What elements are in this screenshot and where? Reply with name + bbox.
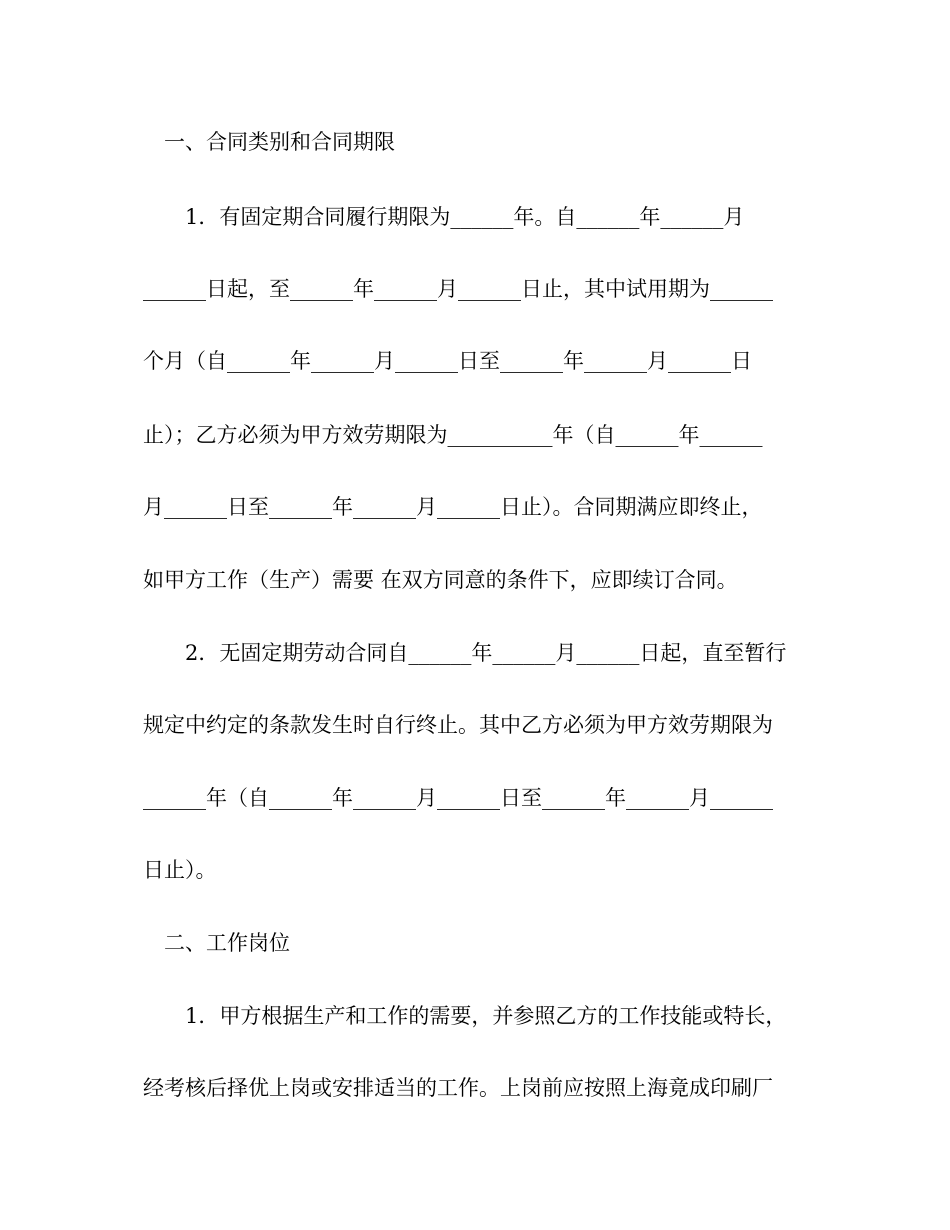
paragraph-line: 日止）。 (143, 858, 217, 882)
paragraph-line: 如甲方工作（生产）需要 在双方同意的条件下，应即续订合同。 (143, 568, 738, 592)
paragraph-line: 1．甲方根据生产和工作的需要，并参照乙方的工作技能或特长， (185, 1004, 787, 1028)
paragraph-line: 2．无固定期劳动合同自______年______月______日起，直至暂行 (185, 641, 787, 665)
paragraph-line: ______年（自______年______月______日至______年______月______ (143, 786, 773, 810)
paragraph-line: 规定中约定的条款发生时自行终止。其中乙方必须为甲方效劳期限为 (143, 713, 773, 737)
paragraph-line: ______日起，至______年______月______日止，其中试用期为______ (143, 277, 773, 301)
paragraph-line: 月______日至______年______月______日止）。合同期满应即终止， (143, 495, 763, 519)
paragraph-line: 经考核后择优上岗或安排适当的工作。上岗前应按照上海竟成印刷厂 (143, 1076, 773, 1100)
section-heading: 一、合同类别和合同期限 (164, 130, 395, 154)
section-heading: 二、工作岗位 (164, 931, 290, 955)
paragraph-line: 1．有固定期合同履行期限为______年。自______年______月 (185, 205, 745, 229)
paragraph-line: 止）；乙方必须为甲方效劳期限为__________年（自______年______ (143, 423, 763, 447)
paragraph-line: 个月（自______年______月______日至______年______月______日 (143, 349, 752, 373)
